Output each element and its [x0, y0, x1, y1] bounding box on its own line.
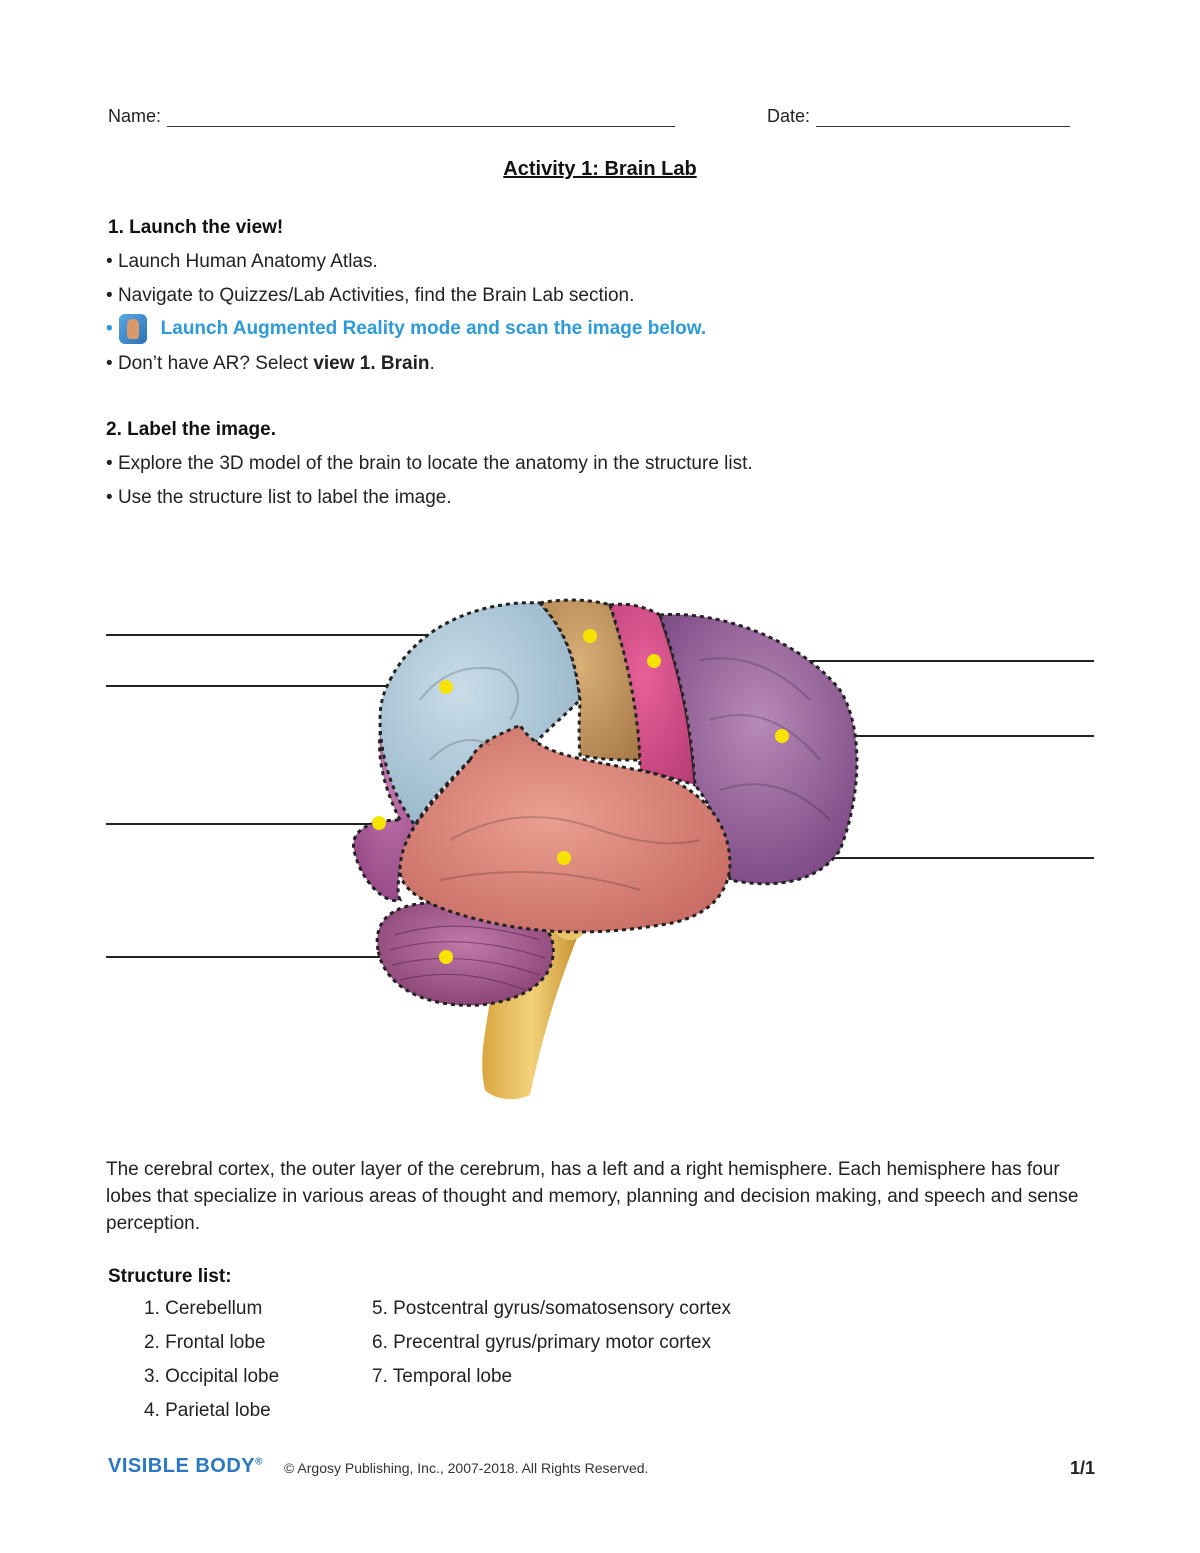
list-item: 3. Occipital lobe [144, 1366, 280, 1387]
ar-instruction: Launch Augmented Reality mode and scan the image below. [160, 318, 707, 339]
label-dot-7[interactable] [557, 851, 571, 865]
page-title: Activity 1: Brain Lab [503, 158, 697, 180]
intro-paragraph: The cerebral cortex, the outer layer of the cerebrum, has a left and a right hemisphere. Each hemisphere has four lobes that specialize in various areas of thought and memory, planning and decision making, and speech and sense perception. [106, 1159, 1079, 1234]
no-ar-prefix: Don’t have AR? Select [117, 353, 314, 374]
brain-diagram [0, 560, 1200, 1120]
list-item: 2. Frontal lobe [144, 1332, 266, 1353]
list-item: 1. Cerebellum [144, 1298, 263, 1319]
section1-heading: 1. Launch the view! [108, 217, 284, 238]
date-field[interactable] [767, 106, 1070, 127]
bullet-use-list: • Use the structure list to label the image. [106, 487, 452, 508]
logo-text: VISIBLE BODY [108, 1455, 256, 1477]
no-ar-suffix: . [429, 353, 435, 374]
label-dot-6[interactable] [775, 729, 789, 743]
copyright: © Argosy Publishing, Inc., 2007-2018. All Rights Reserved. [284, 1460, 649, 1476]
date-label: Date: [767, 106, 811, 126]
visible-body-logo [108, 1455, 263, 1478]
bullet-launch-atlas: • Launch Human Anatomy Atlas. [106, 251, 378, 272]
bullet-text: Launch Human Anatomy Atlas. [117, 251, 378, 272]
section2-heading: 2. Label the image. [106, 419, 276, 440]
ar-app-icon [119, 314, 147, 344]
bullet-text: Explore the 3D model of the brain to locate the anatomy in the structure list. [117, 453, 753, 474]
bullet-text: Navigate to Quizzes/Lab Activities, find the Brain Lab section. [117, 285, 635, 306]
no-ar-view: view 1. Brain [313, 353, 430, 374]
list-item: 5. Postcentral gyrus/somatosensory cortex [372, 1298, 732, 1319]
label-dot-5[interactable] [647, 654, 661, 668]
bullet-navigate: • Navigate to Quizzes/Lab Activities, find the Brain Lab section. [106, 285, 635, 306]
label-dot-2[interactable] [439, 680, 453, 694]
list-item: 6. Precentral gyrus/primary motor cortex [372, 1332, 711, 1353]
bullet-ar [106, 314, 706, 344]
bullet-no-ar: • Don’t have AR? Select view 1. Brain. [106, 353, 435, 374]
list-item: 7. Temporal lobe [372, 1366, 513, 1387]
bullet-text: Use the structure list to label the image. [117, 487, 452, 508]
label-dot-4[interactable] [439, 950, 453, 964]
page-number: 1/1 [1070, 1458, 1096, 1478]
label-dot-1[interactable] [583, 629, 597, 643]
bullet-explore: • Explore the 3D model of the brain to locate the anatomy in the structure list. [106, 453, 753, 474]
structure-list-title: Structure list: [108, 1266, 232, 1287]
name-label: Name: [108, 106, 162, 126]
logo-tm: ® [255, 1456, 264, 1468]
bullet-dot: • [106, 318, 113, 339]
name-field[interactable] [108, 106, 675, 127]
date-line[interactable] [816, 110, 1070, 127]
name-line[interactable] [167, 110, 675, 127]
list-item: 4. Parietal lobe [144, 1400, 271, 1421]
label-dot-3[interactable] [372, 816, 386, 830]
